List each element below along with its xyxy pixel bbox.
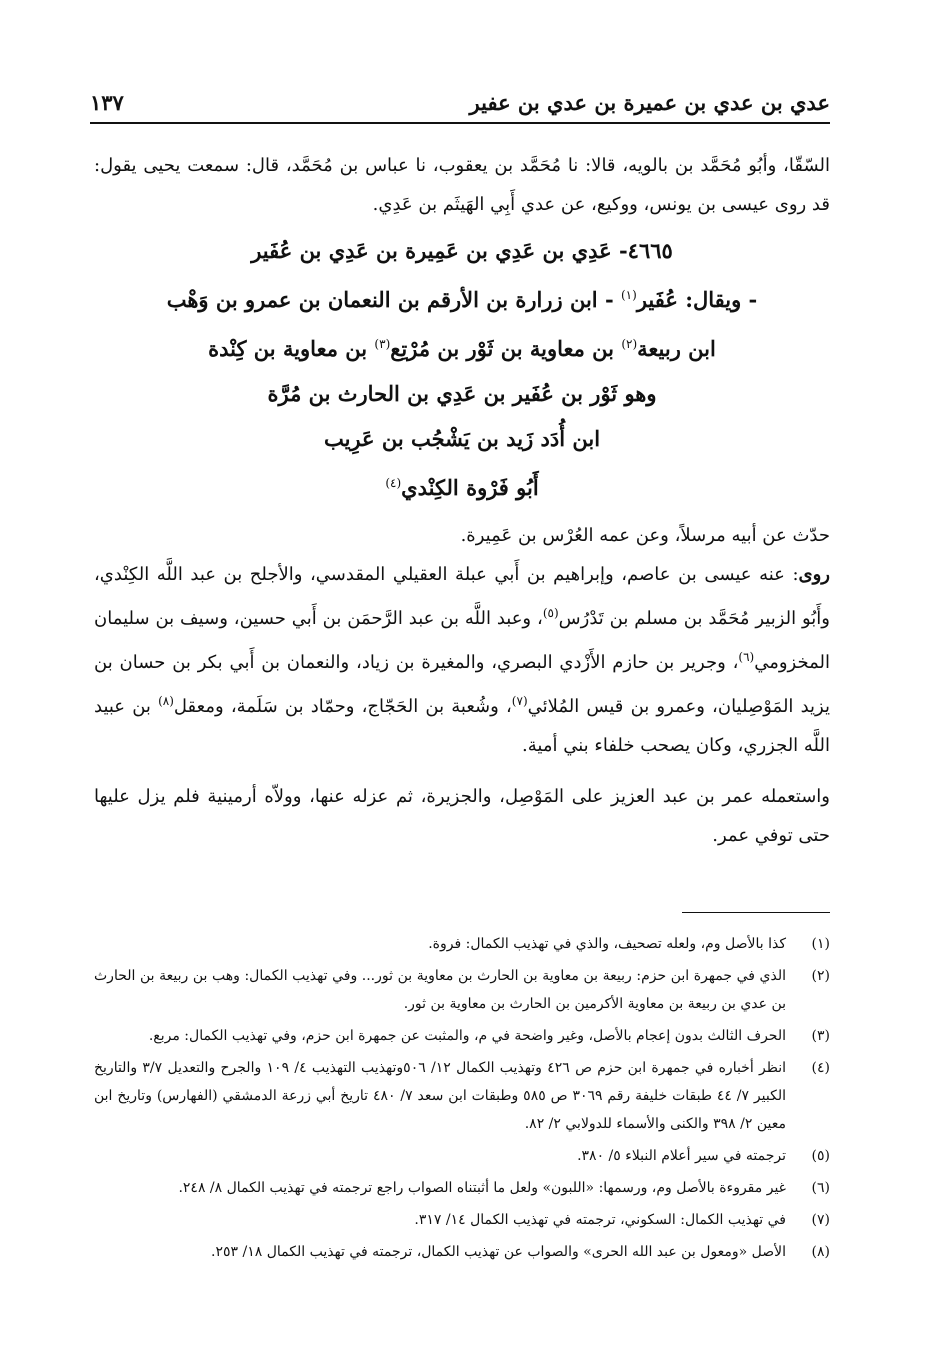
- riwaya-part-5: بن عبيد اللَّه الجزري، وكان يصحب خلفاء بني أمية.: [94, 696, 830, 756]
- entry-line-3-c: بن معاوية بن كِنْدة: [208, 336, 375, 361]
- entry-line-6: [94, 461, 830, 510]
- footnote-item: [94, 1206, 830, 1234]
- footnote-text: ترجمته في سير أعلام النبلاء ٥/ ٣٨٠.: [577, 1148, 786, 1164]
- running-title: عدي بن عدي بن عميرة بن عدي بن عفير: [469, 89, 830, 115]
- entry-line-3-b: بن معاوية بن ثَوْر بن مُرْتِع: [390, 336, 622, 361]
- footnotes: [94, 930, 830, 1270]
- page-header: [90, 82, 830, 124]
- entry-line-2-end: - ابن زرارة بن الأرقم بن النعمان بن عمرو بن وَهْب: [166, 287, 621, 312]
- footnote-ref-8[interactable]: (٨): [158, 694, 174, 708]
- footnote-text: الحرف الثالث بدون إعجام بالأصل، وغير واضحة في م، والمثبت عن جمهرة ابن حزم، وفي تهذيب الكمال: مربع.: [148, 1028, 786, 1044]
- footnote-item: [94, 1238, 830, 1266]
- footnote-item: [94, 1174, 830, 1202]
- riwaya-label: روى: [798, 564, 830, 585]
- footnote-ref-1[interactable]: (١): [620, 288, 637, 302]
- intro-paragraph: السّقّا، وأبُو مُحَمَّد بن بالويه، قالا: نا مُحَمَّد بن يعقوب، نا عباس بن مُحَمَّد، قال: سمعت يحيى يقول: قد روى عيسى بن يونس، ووكيع، عن عدي أَبِي الهَيثَم بن عَدِي.: [94, 155, 830, 215]
- entry-line-1: ٤٦٦٥- عَدِي بن عَدِي بن عَمِيرة بن عَدِي بن عُفَير: [251, 238, 673, 263]
- paragraph-gap: [94, 765, 830, 777]
- footnote-separator: [682, 912, 830, 913]
- footnote-number: (٨): [811, 1244, 830, 1260]
- footnote-item: [94, 930, 830, 958]
- footnote-item: [94, 1142, 830, 1170]
- main-text: [94, 146, 830, 855]
- footnote-text: غير مقروءة بالأصل وم، ورسمها: «اللبون» ولعل ما أثبتناه الصواب راجع ترجمته في تهذيب الكمال ٨/ ٢٤٨.: [178, 1180, 786, 1196]
- footnote-number: (٧): [811, 1212, 830, 1228]
- footnote-item: [94, 1022, 830, 1050]
- footnote-number: (٦): [811, 1180, 830, 1196]
- entry-line-2: [94, 273, 830, 322]
- entry-line-3-a: ابن ربيعة: [637, 336, 716, 361]
- riwaya-part-4: ، وشُعبة بن الحَجّاج، وحمّاد بن سَلَمة، ومعقل: [173, 696, 512, 717]
- footnote-ref-2[interactable]: (٢): [621, 337, 638, 351]
- footnote-ref-6[interactable]: (٦): [738, 650, 755, 664]
- footnote-ref-4[interactable]: (٤): [385, 476, 402, 490]
- entry-line-3: [94, 322, 830, 371]
- footnote-number: (٤): [811, 1060, 830, 1076]
- entry-line-2-start: - ويقال: عُفَير: [636, 287, 758, 312]
- closing-paragraph: واستعمله عمر بن عبد العزيز على المَوْصِل، والجزيرة، ثم عزله عنها، وولاّه أرمينية فلم يزل عليها حتى توفي عمر.: [94, 786, 830, 846]
- riwaya-part-2: ، وعبد اللَّه بن عبد الرَّحمَن بن أَبي حسين، وسيف بن سليمان المخزومي: [94, 608, 830, 673]
- footnote-ref-5[interactable]: (٥): [542, 606, 559, 620]
- entry-line-5: ابن أُدَد زَيد بن يَشْجُب بن عَرِيب: [323, 426, 601, 451]
- entry-line-6-text: أَبُو فَرْوة الكِنْدي: [401, 475, 539, 500]
- footnote-text: في تهذيب الكمال: السكوني، ترجمته في تهذيب الكمال ١٤/ ٣١٧.: [414, 1212, 786, 1228]
- footnote-item: [94, 962, 830, 1018]
- footnote-text: الذي في جمهرة ابن حزم: ربيعة بن معاوية بن الحارث بن معاوية بن ثور... وفي تهذيب الكمال: وهب بن ربيعة بن الحارث بن عدي بن ربيعة بن معاوية الأكرمين بن الحارث بن معاوية بن ثور.: [94, 968, 786, 1012]
- hadith-line: حدّث عن أبيه مرسلاً، وعن عمه العُرْس بن عَمِيرة.: [460, 525, 830, 546]
- riwaya-paragraph: [94, 555, 830, 765]
- riwaya-part-1: : عنه عيسى بن عاصم، وإبراهيم بن أَبي عبلة العقيلي المقدسي، والأجلح بن عبد اللَّه الكِنْدي، وأَبُو الزبير مُحَمَّد بن مسلم بن تَدْرُس: [94, 564, 830, 629]
- footnote-number: (٢): [811, 968, 830, 984]
- footnote-item: [94, 1054, 830, 1138]
- footnote-text: كذا بالأصل وم، ولعله تصحيف، والذي في تهذيب الكمال: فروة.: [428, 936, 786, 952]
- entry-heading: [94, 228, 830, 510]
- page-number: ١٣٧: [90, 89, 124, 115]
- footnote-ref-7[interactable]: (٧): [511, 694, 528, 708]
- footnote-number: (٣): [811, 1028, 830, 1044]
- riwaya-part-3: ، وجرير بن حازم الأَزْدي البصري، والمغيرة بن زياد، والنعمان بن أَبي بكر بن حسان بن يزيد المَوْصِليان، وعمرو بن قيس المُلائي: [94, 652, 830, 717]
- footnote-text: انظر أخباره في جمهرة ابن حزم ص ٤٢٦ وتهذيب الكمال ١٢/ ٥٠٦وتهذيب التهذيب ٤/ ١٠٩ والجرح والتعديل ٣/٧ والتاريخ الكبير ٧/ ٤٤ طبقات خليفة رقم ٣٠٦٩ ص ٥٨٥ وطبقات ابن سعد ٧/ ٤٨٠ تاريخ أبي زرعة الدمشقي (الفهارس) وتاريخ ابن معين ٢/ ٣٩٨ والكنى والأسماء للدولابي ٢/ ٨٢.: [94, 1060, 787, 1132]
- footnote-number: (١): [811, 936, 830, 952]
- footnote-number: (٥): [811, 1148, 830, 1164]
- footnote-ref-3[interactable]: (٣): [374, 337, 391, 351]
- entry-line-4: وهو ثَوْر بن عُفَير بن عَدِي بن الحارث بن مُرَّة: [267, 381, 657, 406]
- footnote-text: الأصل «ومعول بن عبد الله الحرى» والصواب عن تهذيب الكمال، ترجمته في تهذيب الكمال ١٨/ ٢٥٣.: [211, 1244, 786, 1260]
